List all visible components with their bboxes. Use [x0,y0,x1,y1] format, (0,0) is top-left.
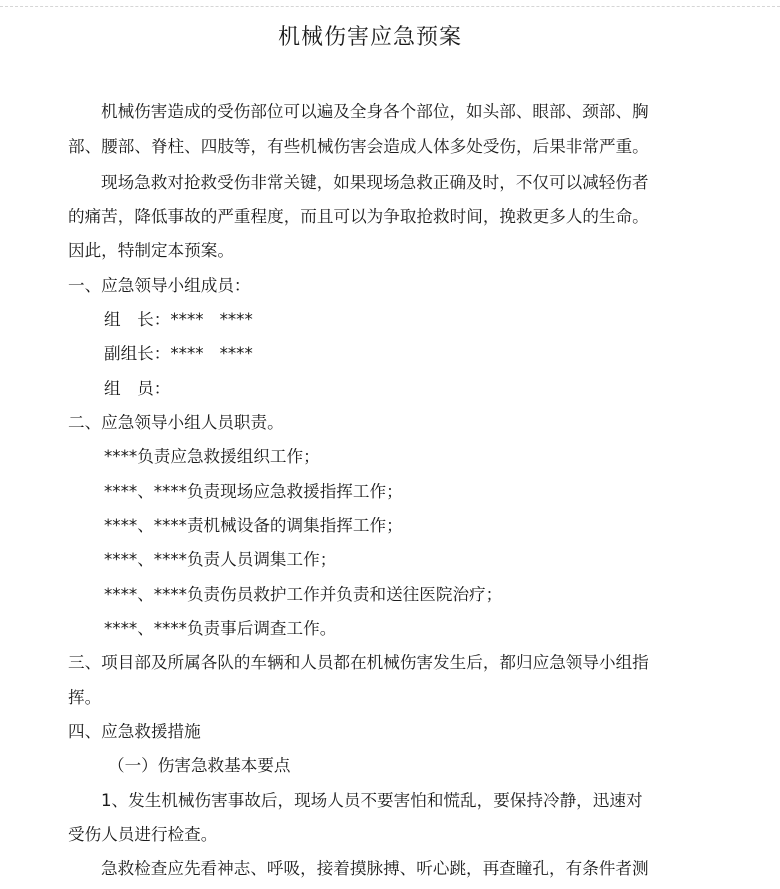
intro-paragraph-2-line-1: 现场急救对抢救受伤非常关键，如果现场急救正确及时，不仅可以减轻伤者 [101,173,649,192]
section-2-heading: 二、应急领导小组人员职责。 [68,413,284,432]
leader-row [104,309,253,331]
intro-paragraph-2-line-3: 因此，特制定本预案。 [68,241,234,260]
item-2-line-1: 急救检查应先看神志、呼吸，接着摸脉搏、听心跳，再查瞳孔，有条件者测 [101,859,649,878]
section-3-line-1: 三、项目部及所属各队的车辆和人员都在机械伤害发生后，都归应急领导小组指 [68,653,649,672]
deputy-label: 副组长： [104,344,171,363]
duty-item: ****、****负责现场应急救援指挥工作； [104,482,403,501]
member-row: 组 员： [104,379,171,398]
duty-item: ****、****负责人员调集工作； [104,550,337,569]
duty-item: ****、****责机械设备的调集指挥工作； [104,516,403,535]
section-3-line-2: 挥。 [68,688,102,707]
duty-item: ****、****负责伤员救护工作并负责和送往医院治疗； [104,585,503,604]
section-1-heading: 一、应急领导小组成员： [68,276,251,295]
intro-paragraph-1-line-2: 部、腰部、脊柱、四肢等，有些机械伤害会造成人体多处受伤，后果非常严重。 [68,137,649,156]
deputy-leader-row [104,343,253,365]
duty-item: ****、****负责事后调查工作。 [104,619,337,638]
item-1-line-1: 1、发生机械伤害事故后，现场人员不要害怕和慌乱，要保持冷静，迅速对 [101,791,643,810]
document-title: 机械伤害应急预案 [277,25,462,50]
leader-name: **** [170,310,204,329]
subsection-1-heading: （一）伤害急救基本要点 [108,756,291,775]
item-1-line-2: 受伤人员进行检查。 [68,825,218,844]
deputy-name: **** [170,344,204,363]
section-4-heading: 四、应急救援措施 [68,722,201,741]
leader-name: **** [219,310,253,329]
leader-label: 组 长： [104,310,171,329]
deputy-name: **** [219,344,253,363]
intro-paragraph-2-line-2: 的痛苦，降低事故的严重程度，而且可以为争取抢救时间，挽救更多人的生命。 [68,207,649,226]
duty-item: ****负责应急救援组织工作； [104,447,320,466]
intro-paragraph-1-line-1: 机械伤害造成的受伤部位可以遍及全身各个部位，如头部、眼部、颈部、胸 [101,102,649,121]
